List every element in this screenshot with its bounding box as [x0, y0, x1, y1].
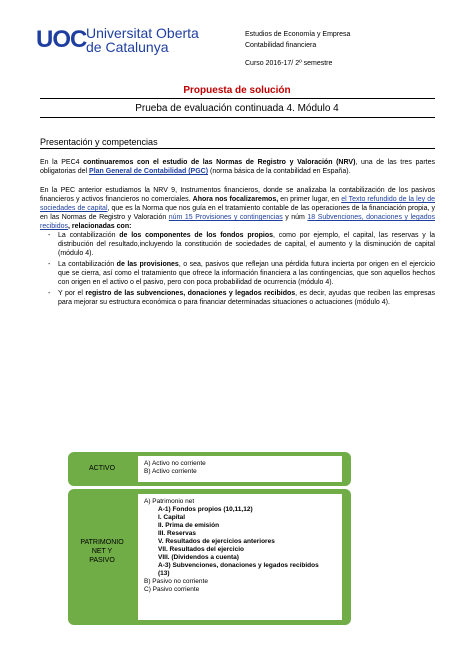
patrimonio-label: PATRIMONIO NET Y PASIVO	[80, 539, 124, 564]
activo-item: B) Activo corriente	[144, 468, 197, 475]
activo-item: A) Activo no corriente	[144, 460, 206, 467]
bullet-icon: -	[48, 232, 51, 239]
divider	[40, 117, 435, 118]
page-title: Propuesta de solución	[183, 85, 291, 96]
patrimonio-item: VIII. (Dividendos a cuenta)	[158, 554, 239, 561]
patrimonio-item: II. Prima de emisión	[158, 522, 220, 529]
page-subtitle: Prueba de evaluación continuada 4. Módulo 4	[135, 103, 339, 114]
logo-line-2: de Catalunya	[86, 39, 169, 55]
patrimonio-items	[137, 493, 343, 621]
list-item: - La contabilización de los componentes de los fondos propios, como por ejemplo, el capital, las reservas y la distribución del resultado,incluyendo la constitución de sociedades de capital, el aumento y la disminución de capital (módulo 4).	[48, 232, 436, 257]
list-item: - La contabilización de las provisiones, o sea, pasivos que reflejan una pérdida futura incierta por origen en el ejercicio que se cierra, así como el tratamiento que ofrece la información financiera a las contingencias, que son aquellos hechos con origen en el activo o el pasivo, pero con poca probabilidad de ocurrencia (módulo 4).	[48, 261, 435, 286]
divider	[40, 148, 435, 149]
pgc-link[interactable]: Plan General de Contabilidad (PGC)	[89, 168, 209, 175]
logo-line-1: Universitat Oberta	[86, 25, 199, 41]
activo-items	[137, 455, 343, 483]
patrimonio-item: C) Pasivo corriente	[144, 586, 200, 593]
patrimonio-item: B) Pasivo no corriente	[144, 578, 208, 585]
bullet-icon: -	[48, 290, 51, 297]
context-paragraph: En la PEC anterior estudiamos la NRV 9, Instrumentos financieros, donde se analizaba la contabilización de los pasivos financieros y activos financieros no comerciales. Ahora nos focalizaremos, en primer lugar, en el Texto refundido de la ley de sociedades de capital, que es la Norma que nos guía en el tratamiento contable de las operaciones de la financiación propia, y en las Normas de Registro y Valoración núm 15 Provisiones y contingencias y núm 18 Subvenciones, donaciones y legados recibidos, relacionadas con:	[40, 187, 436, 230]
header-school: Estudios de Economía y Empresa	[245, 31, 351, 38]
divider	[40, 98, 435, 99]
patrimonio-item: V. Resultados de ejercicios anteriores	[158, 538, 275, 545]
intro-paragraph: En la PEC4 continuaremos con el estudio de las Normas de Registro y Valoración (NRV), una de las tres partes obligatorias del Plan General de Contabilidad (PGC) (norma básica de la contabilidad en España).	[40, 159, 435, 175]
law-link[interactable]: el Texto refundido de la ley de sociedades de capital	[40, 196, 435, 212]
header-course: Curso 2016-17/ 2º semestre	[245, 60, 333, 67]
section-heading: Presentación y competencias	[40, 137, 158, 147]
list-item: - Y por el registro de las subvenciones, donaciones y legados recibidos, es decir, ayudas que reciben las empresas para mejorar su estructura económica o para financiar determinadas situaciones o actuaciones (módulo 4).	[48, 290, 435, 306]
uoc-logo-name	[86, 26, 199, 54]
bullet-icon: -	[48, 261, 51, 268]
header-subject: Contabilidad financiera	[245, 42, 317, 49]
patrimonio-item: III. Reservas	[158, 530, 196, 537]
patrimonio-item: VII. Resultados del ejercicio	[158, 546, 244, 553]
patrimonio-item: I. Capital	[158, 514, 186, 521]
patrimonio-item: A-1) Fondos propios (10,11,12)	[158, 506, 253, 513]
patrimonio-item: A) Patrimonio net	[144, 498, 195, 505]
uoc-logo-mark: UOC	[36, 26, 87, 53]
activo-label: ACTIVO	[88, 465, 116, 472]
patrimonio-item: (13)	[158, 570, 170, 577]
topics-list	[48, 231, 435, 307]
nrv18-link[interactable]: 18 Subvenciones, donaciones y legados recibidos	[40, 214, 436, 230]
patrimonio-item: A-3) Subvenciones, donaciones y legados recibidos	[158, 562, 319, 569]
nrv15-link[interactable]: núm 15 Provisiones y contingencias	[168, 214, 283, 221]
